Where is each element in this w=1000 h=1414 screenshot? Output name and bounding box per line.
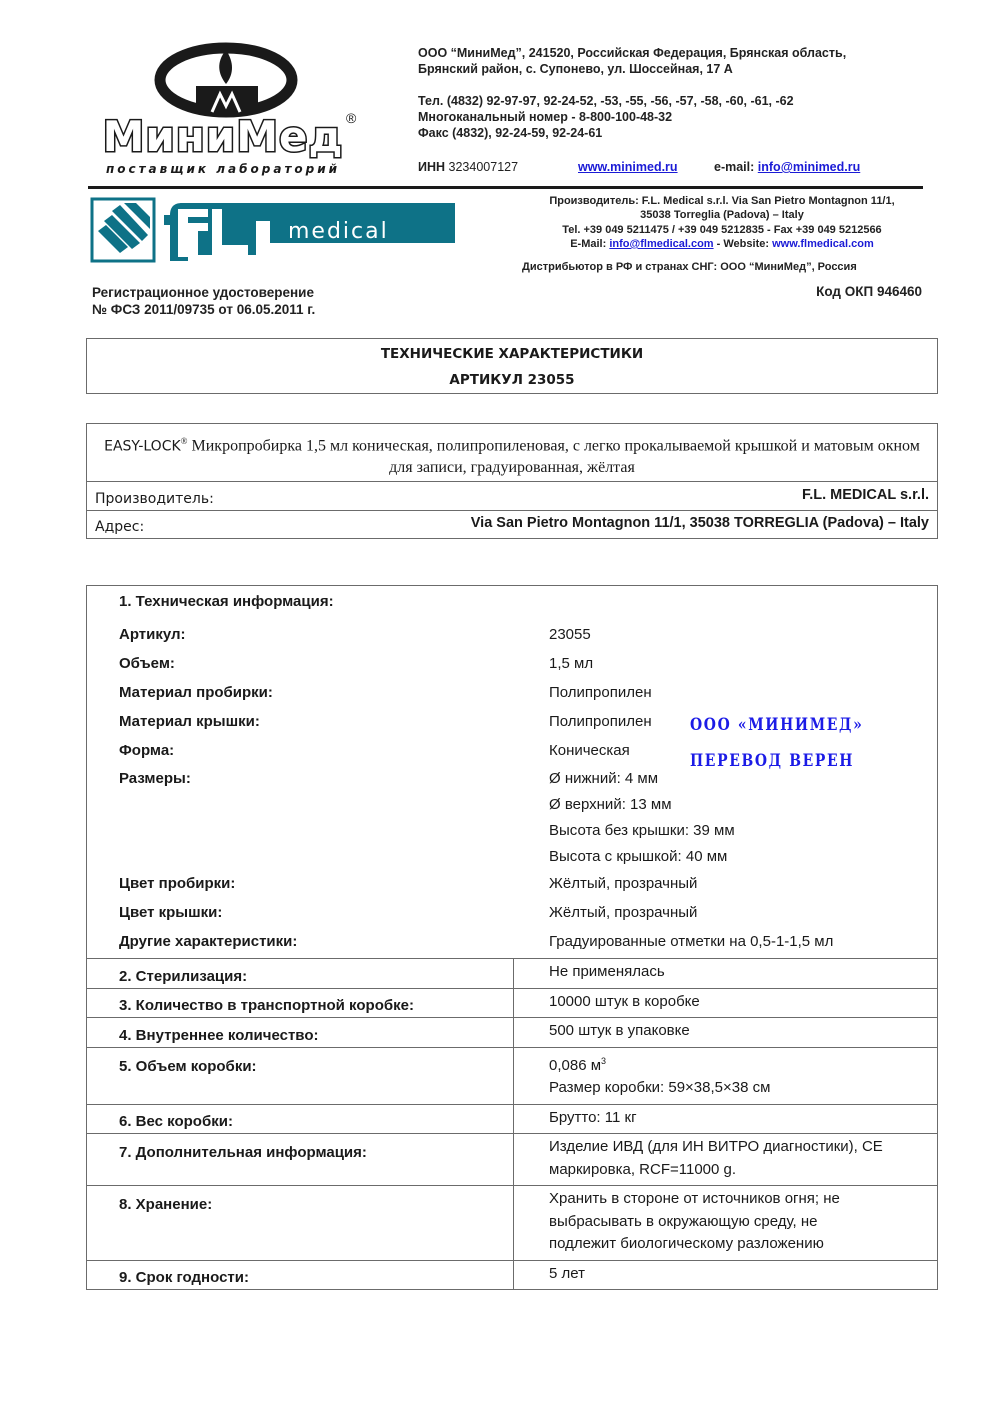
spec-key: Объем: [119, 655, 175, 672]
spec-value: Ø нижний: 4 мм [549, 769, 659, 787]
minimed-email-link[interactable]: info@minimed.ru [757, 160, 861, 174]
spec-value: 1,5 мл [549, 655, 594, 672]
spec-section-row [87, 1018, 937, 1048]
section-value-line [549, 1050, 937, 1078]
section-value-line [549, 991, 937, 1014]
manufacturer-label: Производитель: [95, 491, 214, 508]
spec-value: Высота без крышки: 39 мм [549, 821, 735, 839]
spec-value: 23055 [549, 626, 591, 643]
minimed-tagline: поставщик лабораторий [105, 162, 341, 176]
spec-section-row [87, 959, 937, 989]
section-value-line [549, 1077, 937, 1100]
section-value-line [549, 1107, 937, 1130]
value-text: выбрасывать в окружающую среду, не [549, 1212, 818, 1230]
section-key: 6. Вес коробки: [119, 1113, 233, 1130]
section-value-line [549, 1211, 937, 1234]
spec-key: Другие характеристики: [119, 933, 298, 950]
fl-medical-logo [90, 197, 455, 263]
superscript: 3 [601, 1055, 607, 1066]
section-value-line [549, 961, 937, 984]
manufacturer-line: Производитель: F.L. Medical s.r.l. Via San Pietro Montagnon 11/1, [549, 195, 895, 207]
translation-stamp [690, 707, 863, 779]
section-value [513, 1186, 937, 1260]
spec-row [87, 791, 937, 817]
address-label: Адрес: [95, 519, 145, 536]
value-text: подлежит биологическому разложению [549, 1235, 824, 1252]
section-value [513, 1261, 937, 1290]
value-text: Не применялась [549, 963, 665, 980]
stamp-company: ООО «МИНИМЕД» [690, 715, 864, 735]
minimed-wordmark: МиниМед [102, 112, 344, 161]
spec-section-row [87, 989, 937, 1019]
document-title [86, 338, 938, 394]
fl-medical-logo-icon [90, 197, 455, 263]
address-line: Брянский район, с. Супонево, ул. Шоссейная, 17 А [418, 62, 733, 76]
spec-section-row [87, 1134, 937, 1186]
section-key: 4. Внутреннее количество: [119, 1026, 319, 1044]
brand-registered-mark: ® [180, 436, 188, 446]
registration-number: № ФСЗ 2011/09735 от 06.05.2011 г. [92, 302, 316, 317]
manufacturer-line: 35038 Torreglia (Padova) – Italy [640, 209, 804, 222]
address-row [87, 510, 937, 538]
section-value [513, 1105, 937, 1134]
minimed-logo [88, 42, 368, 182]
spec-section-row [87, 1105, 937, 1135]
spec-key: Материал крышки: [119, 713, 260, 730]
fl-website-link[interactable]: www.flmedical.com [772, 237, 874, 250]
value-text: маркировка, RCF=11000 g. [549, 1160, 737, 1178]
spec-value: Жёлтый, прозрачный [549, 904, 698, 921]
fl-medical-wordmark: medical [288, 219, 389, 244]
minimed-emblem-icon [88, 42, 368, 122]
spec-value: Ø верхний: 13 мм [549, 795, 672, 813]
okp-code: Код ОКП 946460 [816, 284, 922, 299]
registered-mark: ® [346, 110, 357, 126]
spec-row [87, 927, 937, 956]
section-key: 2. Стерилизация: [119, 967, 248, 985]
spec-row [87, 649, 937, 678]
spec-key: Артикул: [119, 626, 186, 643]
section-heading: 1. Техническая информация: [119, 593, 334, 610]
fl-email-link[interactable]: info@flmedical.com [609, 237, 714, 250]
manufacturer-website-label: - Website: [716, 237, 770, 250]
manufacturer-block [512, 194, 932, 251]
manufacturer-value: F.L. MEDICAL s.r.l. [801, 487, 929, 504]
product-box [86, 423, 938, 539]
spec-key: Размеры: [119, 769, 191, 787]
section-key: 9. Срок годности: [119, 1269, 249, 1286]
value-text: 500 штук в упаковке [549, 1022, 690, 1039]
spec-value: Высота с крышкой: 40 мм [549, 847, 728, 865]
minimed-website-link[interactable]: www.minimed.ru [578, 160, 678, 174]
spec-section-row [87, 1186, 937, 1261]
spec-value: Полипропилен [549, 713, 652, 730]
manufacturer-email-label: E-Mail: [570, 237, 607, 250]
value-text: Брутто: 11 кг [549, 1108, 637, 1126]
section-value [513, 989, 937, 1018]
section-value [513, 959, 937, 988]
distributor-line: Дистрибьютор в РФ и странах СНГ: ООО “МиниМед”, Россия [522, 261, 857, 273]
spec-row [87, 843, 937, 869]
stamp-text: ПЕРЕВОД ВЕРЕН [690, 751, 855, 771]
section-value-line [549, 1188, 937, 1211]
phone-line: Многоканальный номер - 8-800-100-48-32 [418, 110, 673, 124]
section-key: 8. Хранение: [119, 1196, 213, 1213]
spec-key: Цвет крышки: [119, 904, 223, 921]
spec-value: Жёлтый, прозрачный [549, 875, 698, 892]
title-line: ТЕХНИЧЕСКИЕ ХАРАКТЕРИСТИКИ [380, 346, 644, 362]
registration-certificate [92, 284, 315, 318]
value-text: Размер коробки: 59×38,5×38 см [549, 1079, 771, 1096]
phone-line: Тел. (4832) 92-97-97, 92-24-52, -53, -55, -56, -57, -58, -60, -61, -62 [418, 94, 794, 108]
section-value [513, 1018, 937, 1047]
registration-line: Регистрационное удостоверение [92, 285, 314, 300]
value-text: 0,086 м [549, 1056, 602, 1074]
inn-label: ИНН [418, 160, 446, 174]
spec-row [87, 817, 937, 843]
section-value-line [549, 1020, 937, 1043]
section-key: 5. Объем коробки: [119, 1057, 257, 1075]
manufacturer-row [87, 482, 937, 510]
value-text: Изделие ИВД (для ИН ВИТРО диагностики), CE [549, 1138, 883, 1155]
product-description-text: Микропробирка 1,5 мл коническая, полипропиленовая, с легко прокалываемой крышкой и матовым окном для записи, градуированная, жёлтая [187, 437, 920, 477]
spec-key: Цвет пробирки: [119, 875, 236, 892]
product-description [87, 424, 937, 482]
spec-section-row [87, 1048, 937, 1105]
spec-value: Коническая [549, 742, 630, 759]
value-text: 5 лет [549, 1264, 585, 1282]
section-value-line [549, 1233, 937, 1256]
inn-line [418, 160, 918, 174]
inn-value: 3234007127 [448, 160, 519, 174]
section-value-line [549, 1159, 937, 1182]
company-contact [418, 45, 918, 141]
value-text: Хранить в стороне от источников огня; не [549, 1190, 840, 1207]
header-divider [88, 186, 923, 189]
spec-row [87, 620, 937, 649]
address-line: ООО “МиниМед”, 241520, Российская Федерация, Брянская область, [418, 46, 847, 60]
spec-row [87, 678, 937, 707]
spec-key: Материал пробирки: [119, 684, 273, 701]
spec-key: Форма: [119, 742, 175, 759]
product-brand: EASY-LOCK [104, 438, 181, 455]
spec-value: Полипропилен [549, 684, 652, 701]
fax-line: Факс (4832), 92-24-59, 92-24-61 [418, 126, 603, 140]
email-label: e-mail: [714, 160, 755, 174]
value-text: 10000 штук в коробке [549, 992, 700, 1010]
section-key: 3. Количество в транспортной коробке: [119, 997, 414, 1014]
address-value: Via San Pietro Montagnon 11/1, 35038 TORREGLIA (Padova) – Italy [470, 515, 929, 532]
spec-section-row [87, 1261, 937, 1290]
spec-value: Градуированные отметки на 0,5-1-1,5 мл [549, 933, 834, 950]
section-value-line [549, 1136, 937, 1159]
section-key: 7. Дополнительная информация: [119, 1144, 367, 1161]
section-value-line [549, 1263, 937, 1286]
section-value [513, 1048, 937, 1104]
section-value [513, 1134, 937, 1185]
spec-table [86, 585, 938, 1290]
manufacturer-phone: Tel. +39 049 5211475 / +39 049 5212835 - Fax +39 049 5212566 [562, 223, 882, 236]
spec-row [87, 898, 937, 927]
spec-row [87, 869, 937, 898]
article-title: АРТИКУЛ 23055 [449, 372, 575, 388]
